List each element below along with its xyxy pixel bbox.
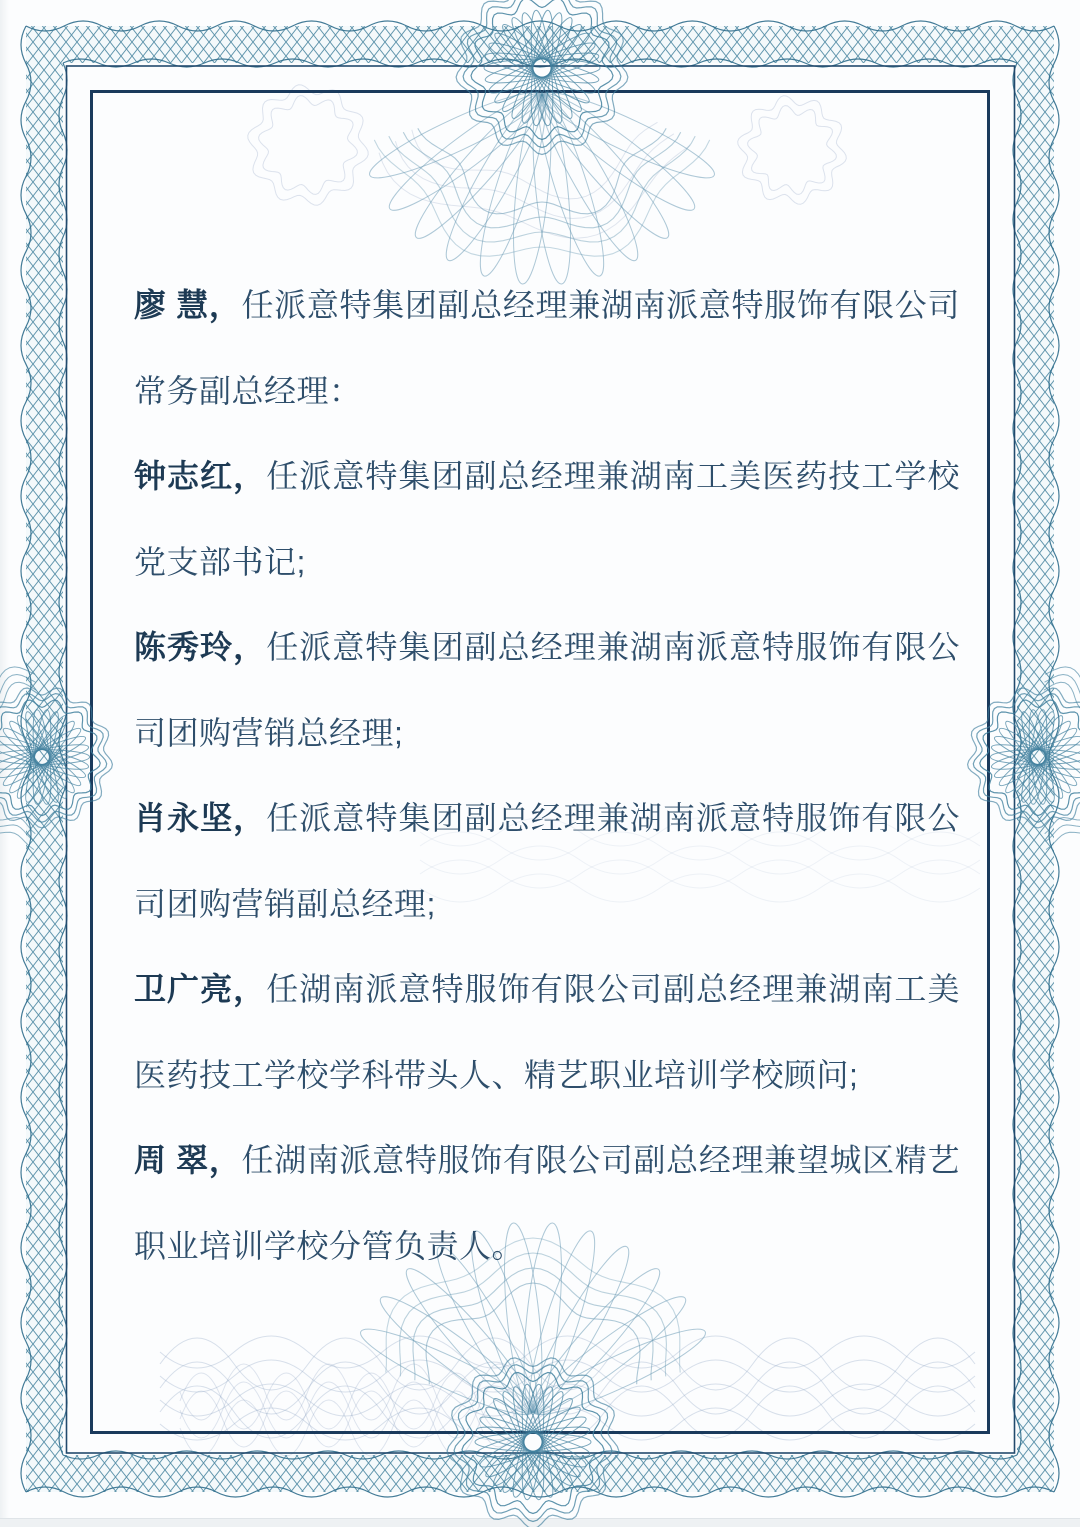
appointment-entry-3-line-1 [134,605,960,691]
appointment-entry-4-line-2: 司团购营销副总经理; [134,885,436,922]
person-name: 肖永坚， [134,800,267,836]
appointment-entry-1-line-1 [134,263,960,349]
appointment-text-block [134,263,960,1289]
appointment-entry-1-line-2: 常务副总经理： [134,372,362,409]
appointment-entry-4-line-1 [134,776,960,862]
appointment-title: 任派意特集团副总经理兼湖南派意特服饰有限公司 [241,287,960,323]
guilloche-fan-top [363,80,721,285]
appointment-entry-2-line-1 [134,434,960,520]
person-name: 钟志红， [134,458,267,494]
person-name: 卫广亮， [134,971,267,1007]
person-name: 廖 慧， [134,287,242,323]
appointment-entry-3-line-2: 司团购营销总经理; [134,714,404,751]
appointment-entry-5-line-2: 医药技工学校学科带头人、精艺职业培训学校顾问; [134,1056,859,1093]
appointment-title: 任湖南派意特服饰有限公司副总经理兼湖南工美 [266,971,960,1007]
person-name: 陈秀玲， [134,629,267,665]
person-name: 周 翠， [134,1142,242,1178]
appointment-entry-5-line-1 [134,947,960,1033]
appointment-title: 任湖南派意特服饰有限公司副总经理兼望城区精艺 [241,1142,960,1178]
appointment-title: 任派意特集团副总经理兼湖南派意特服饰有限公 [266,800,960,836]
appointment-entry-2-line-2: 党支部书记; [134,543,306,580]
appointment-title: 任派意特集团副总经理兼湖南工美医药技工学校 [266,458,960,494]
appointment-entry-6-line-2: 职业培训学校分管负责人。 [134,1227,525,1264]
appointment-title: 任派意特集团副总经理兼湖南派意特服饰有限公 [266,629,960,665]
guilloche-rosette-bottom [447,1358,619,1527]
appointment-entry-6-line-1 [134,1118,960,1204]
